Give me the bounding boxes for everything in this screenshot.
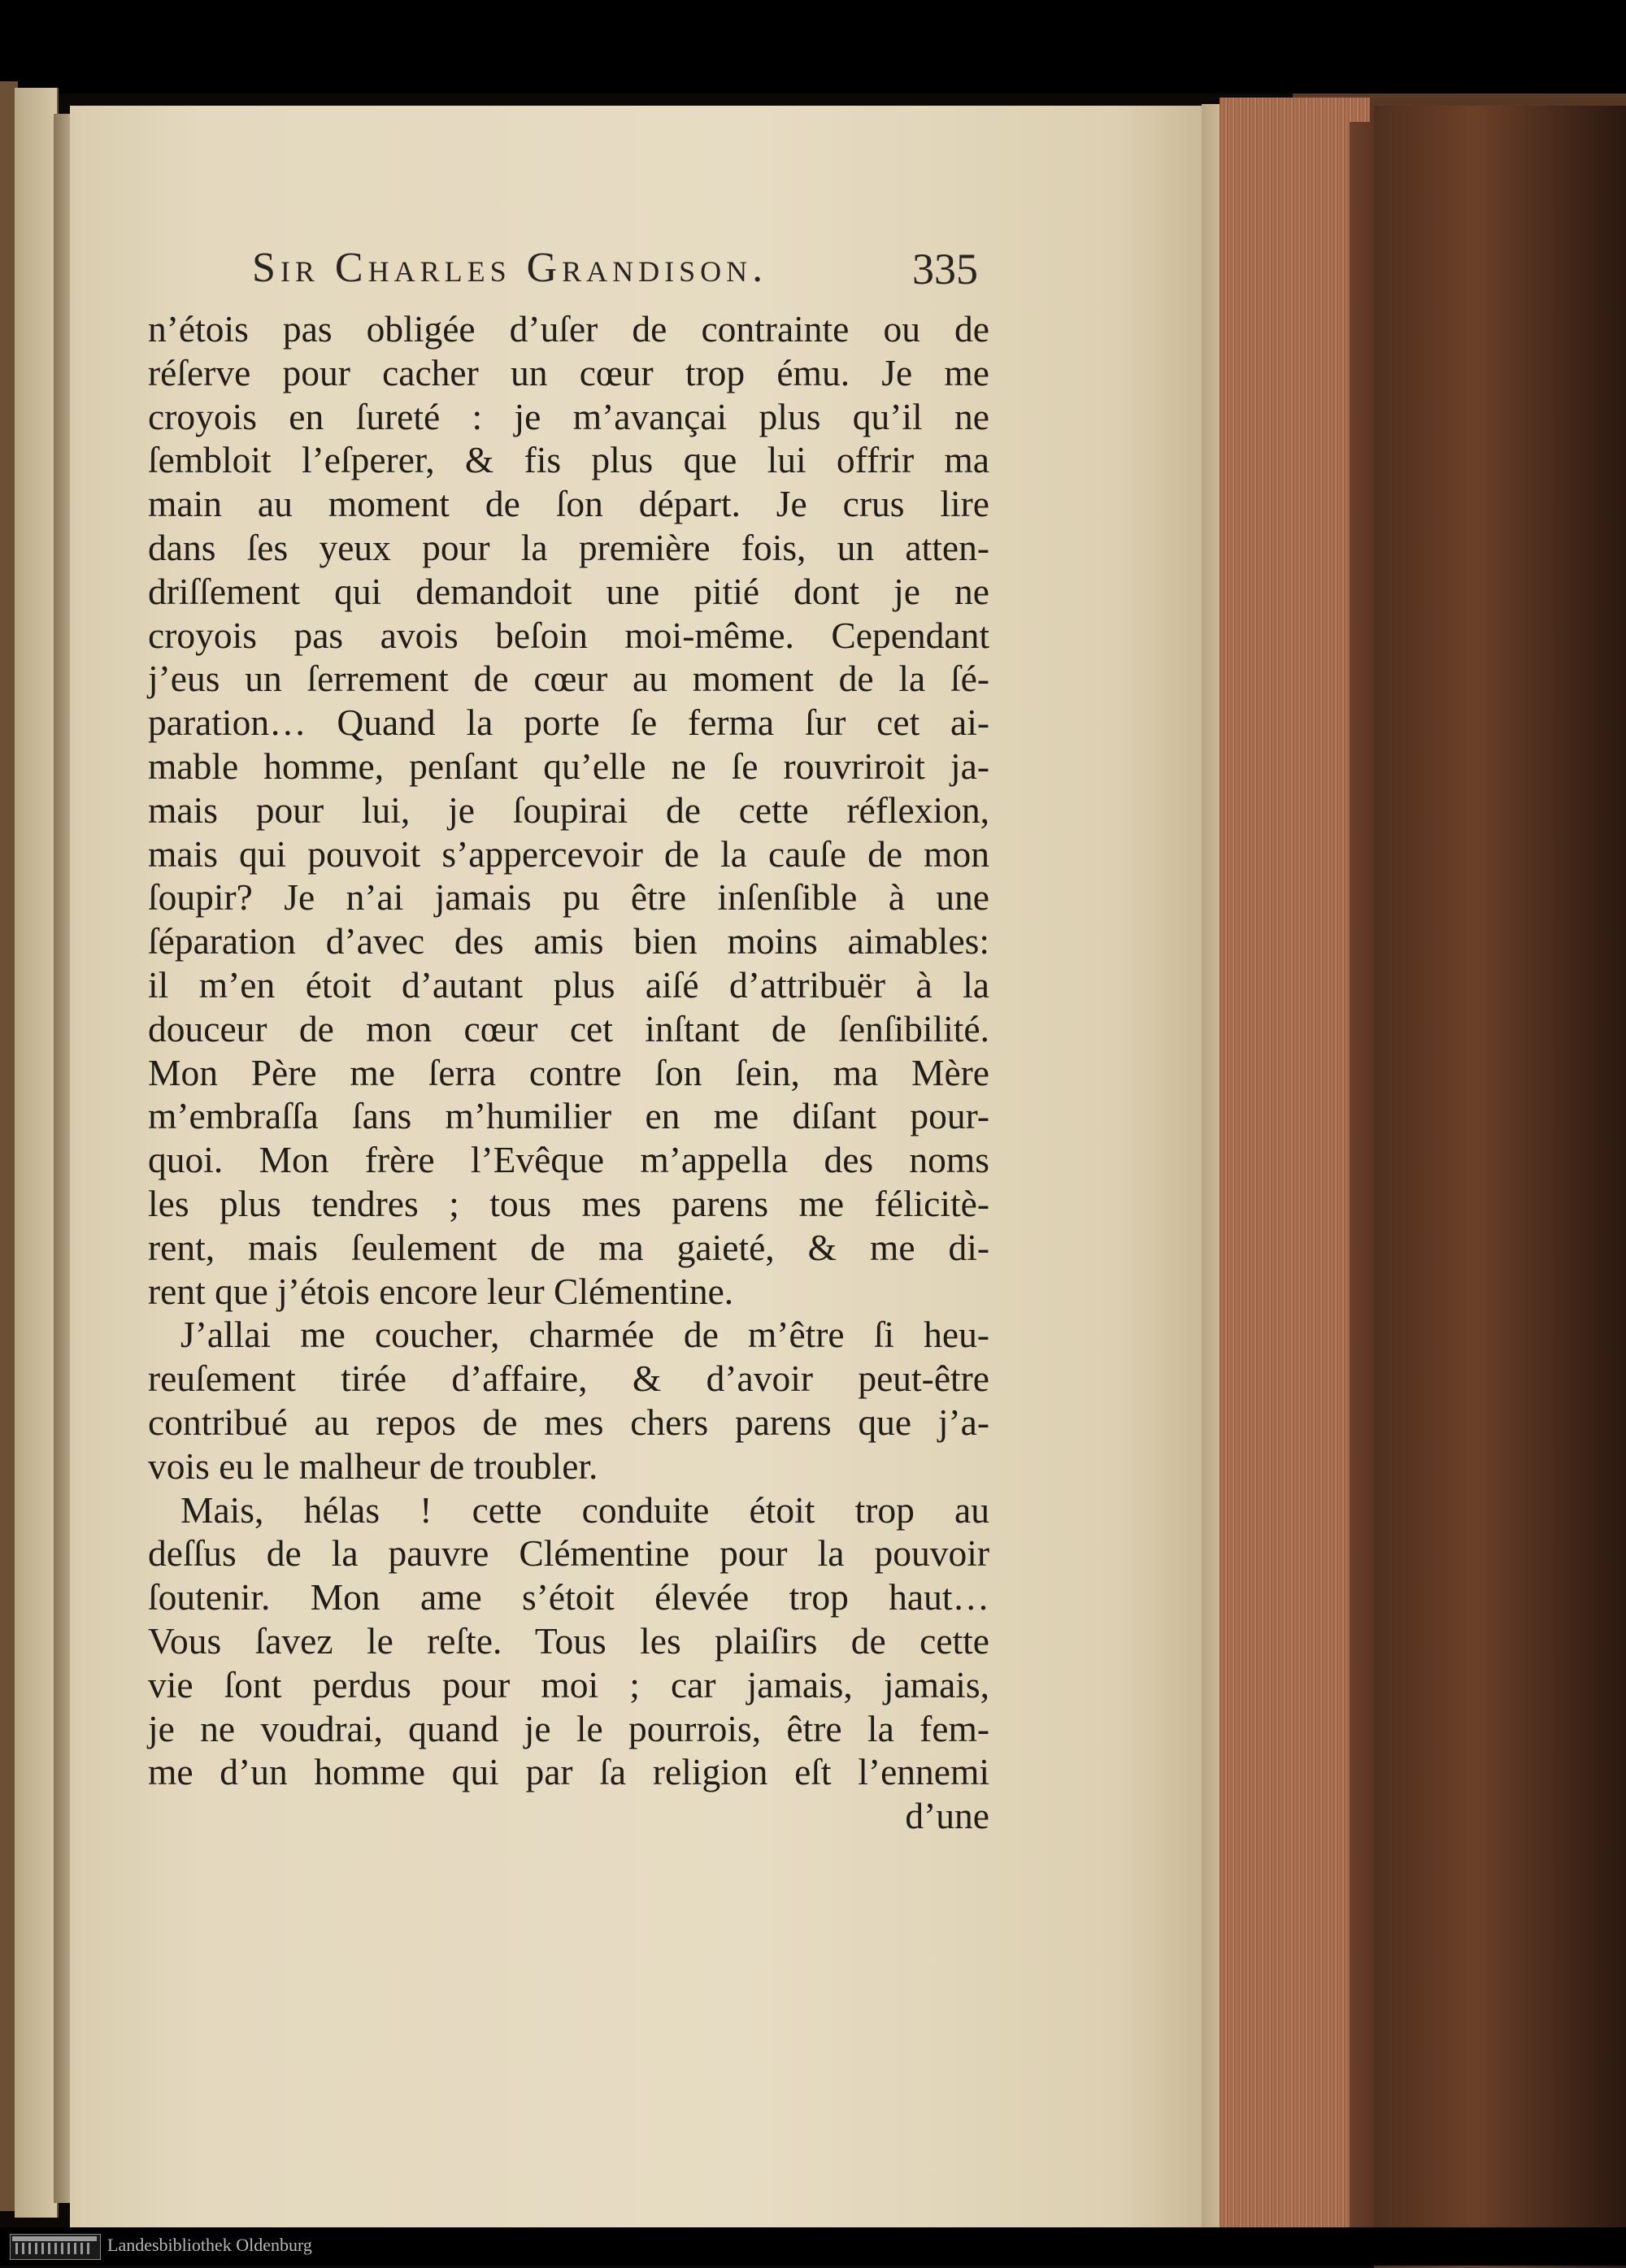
text-line: ſoupir? Je n’ai jamais pu être inſenſible à une xyxy=(148,876,989,919)
text-line: m’embraſſa ſans m’humilier en me diſant pour- xyxy=(148,1095,989,1137)
text-line: reuſement tirée d’affaire, & d’avoir peut-être xyxy=(148,1358,989,1400)
library-logo-icon xyxy=(10,2234,101,2260)
text-line: réſerve pour cacher un cœur trop ému. Je me xyxy=(148,351,989,393)
text-line: les plus tendres ; tous mes parens me félicitè- xyxy=(148,1182,989,1224)
text-line: Mais, hélas ! cette conduite étoit trop au xyxy=(180,1488,989,1531)
page-header xyxy=(0,244,993,309)
text-line: je ne voudrai, quand je le pourrois, être la fem- xyxy=(148,1707,989,1749)
left-page-edge xyxy=(15,88,59,2218)
text-line: ſoutenir. Mon ame s’étoit élevée trop haut… xyxy=(148,1576,989,1618)
text-line: driſſement qui demandoit une pitié dont je ne xyxy=(148,570,989,612)
text-line: croyois en ſureté : je m’avançai plus qu’il ne xyxy=(148,395,989,437)
text-line: douceur de mon cœur cet inſtant de ſenſibilité. xyxy=(148,1007,989,1049)
text-line: rent, mais ſeulement de ma gaieté, & me di- xyxy=(148,1226,989,1268)
text-line: Vous ſavez le reſte. Tous les plaiſirs de cette xyxy=(148,1619,989,1662)
text-line: contribué au repos de mes chers parens que j’a- xyxy=(148,1401,989,1443)
text-line: il m’en étoit d’autant plus aiſé d’attribuër à la xyxy=(148,963,989,1006)
page-number: 335 xyxy=(912,245,978,293)
text-line: mais pour lui, je ſoupirai de cette réflexion, xyxy=(148,789,989,831)
library-name: Landesbibliothek Oldenburg xyxy=(107,2235,312,2255)
page-fore-edge xyxy=(1220,98,1370,2244)
text-line: mable homme, penſant qu’elle ne ſe rouvriroit ja- xyxy=(148,745,989,787)
text-line: dans ſes yeux pour la première fois, un atten- xyxy=(148,526,989,568)
text-line: j’eus un ſerrement de cœur au moment de la ſé- xyxy=(148,658,989,700)
body-text xyxy=(148,307,989,1838)
scan-background xyxy=(0,0,1626,93)
text-line: croyois pas avois beſoin moi-même. Cependant xyxy=(148,614,989,656)
running-title: Sir Charles Grandison. xyxy=(252,245,768,291)
text-line: paration… Quand la porte ſe ferma ſur cet ai- xyxy=(148,702,989,744)
text-line: quoi. Mon frère l’Evêque m’appella des noms xyxy=(148,1139,989,1181)
text-line: deſſus de la pauvre Clémentine pour la pouvoir xyxy=(148,1532,989,1575)
text-line: me d’un homme qui par ſa religion eſt l’ennemi xyxy=(148,1751,989,1793)
text-line: J’allai me coucher, charmée de m’être ſi heu- xyxy=(180,1314,989,1356)
text-line: main au moment de ſon départ. Je crus lire xyxy=(148,483,989,525)
right-cover xyxy=(1374,106,1626,2268)
text-line: rent que j’étois encore leur Clémentine. xyxy=(148,1270,734,1312)
text-line: ſéparation d’avec des amis bien moins aimables: xyxy=(148,920,989,962)
catchword: d’une xyxy=(905,1795,989,1837)
text-line: vie ſont perdus pour moi ; car jamais, jamais, xyxy=(148,1663,989,1705)
text-line: Mon Père me ſerra contre ſon ſein, ma Mère xyxy=(148,1051,989,1093)
text-line: n’étois pas obligée d’uſer de contrainte ou de xyxy=(148,308,989,350)
text-line: ſembloit l’eſperer, & fis plus que lui offrir ma xyxy=(148,439,989,481)
text-line: vois eu le malheur de troubler. xyxy=(148,1445,598,1487)
text-line: mais qui pouvoit s’appercevoir de la cauſe de mon xyxy=(148,832,989,875)
